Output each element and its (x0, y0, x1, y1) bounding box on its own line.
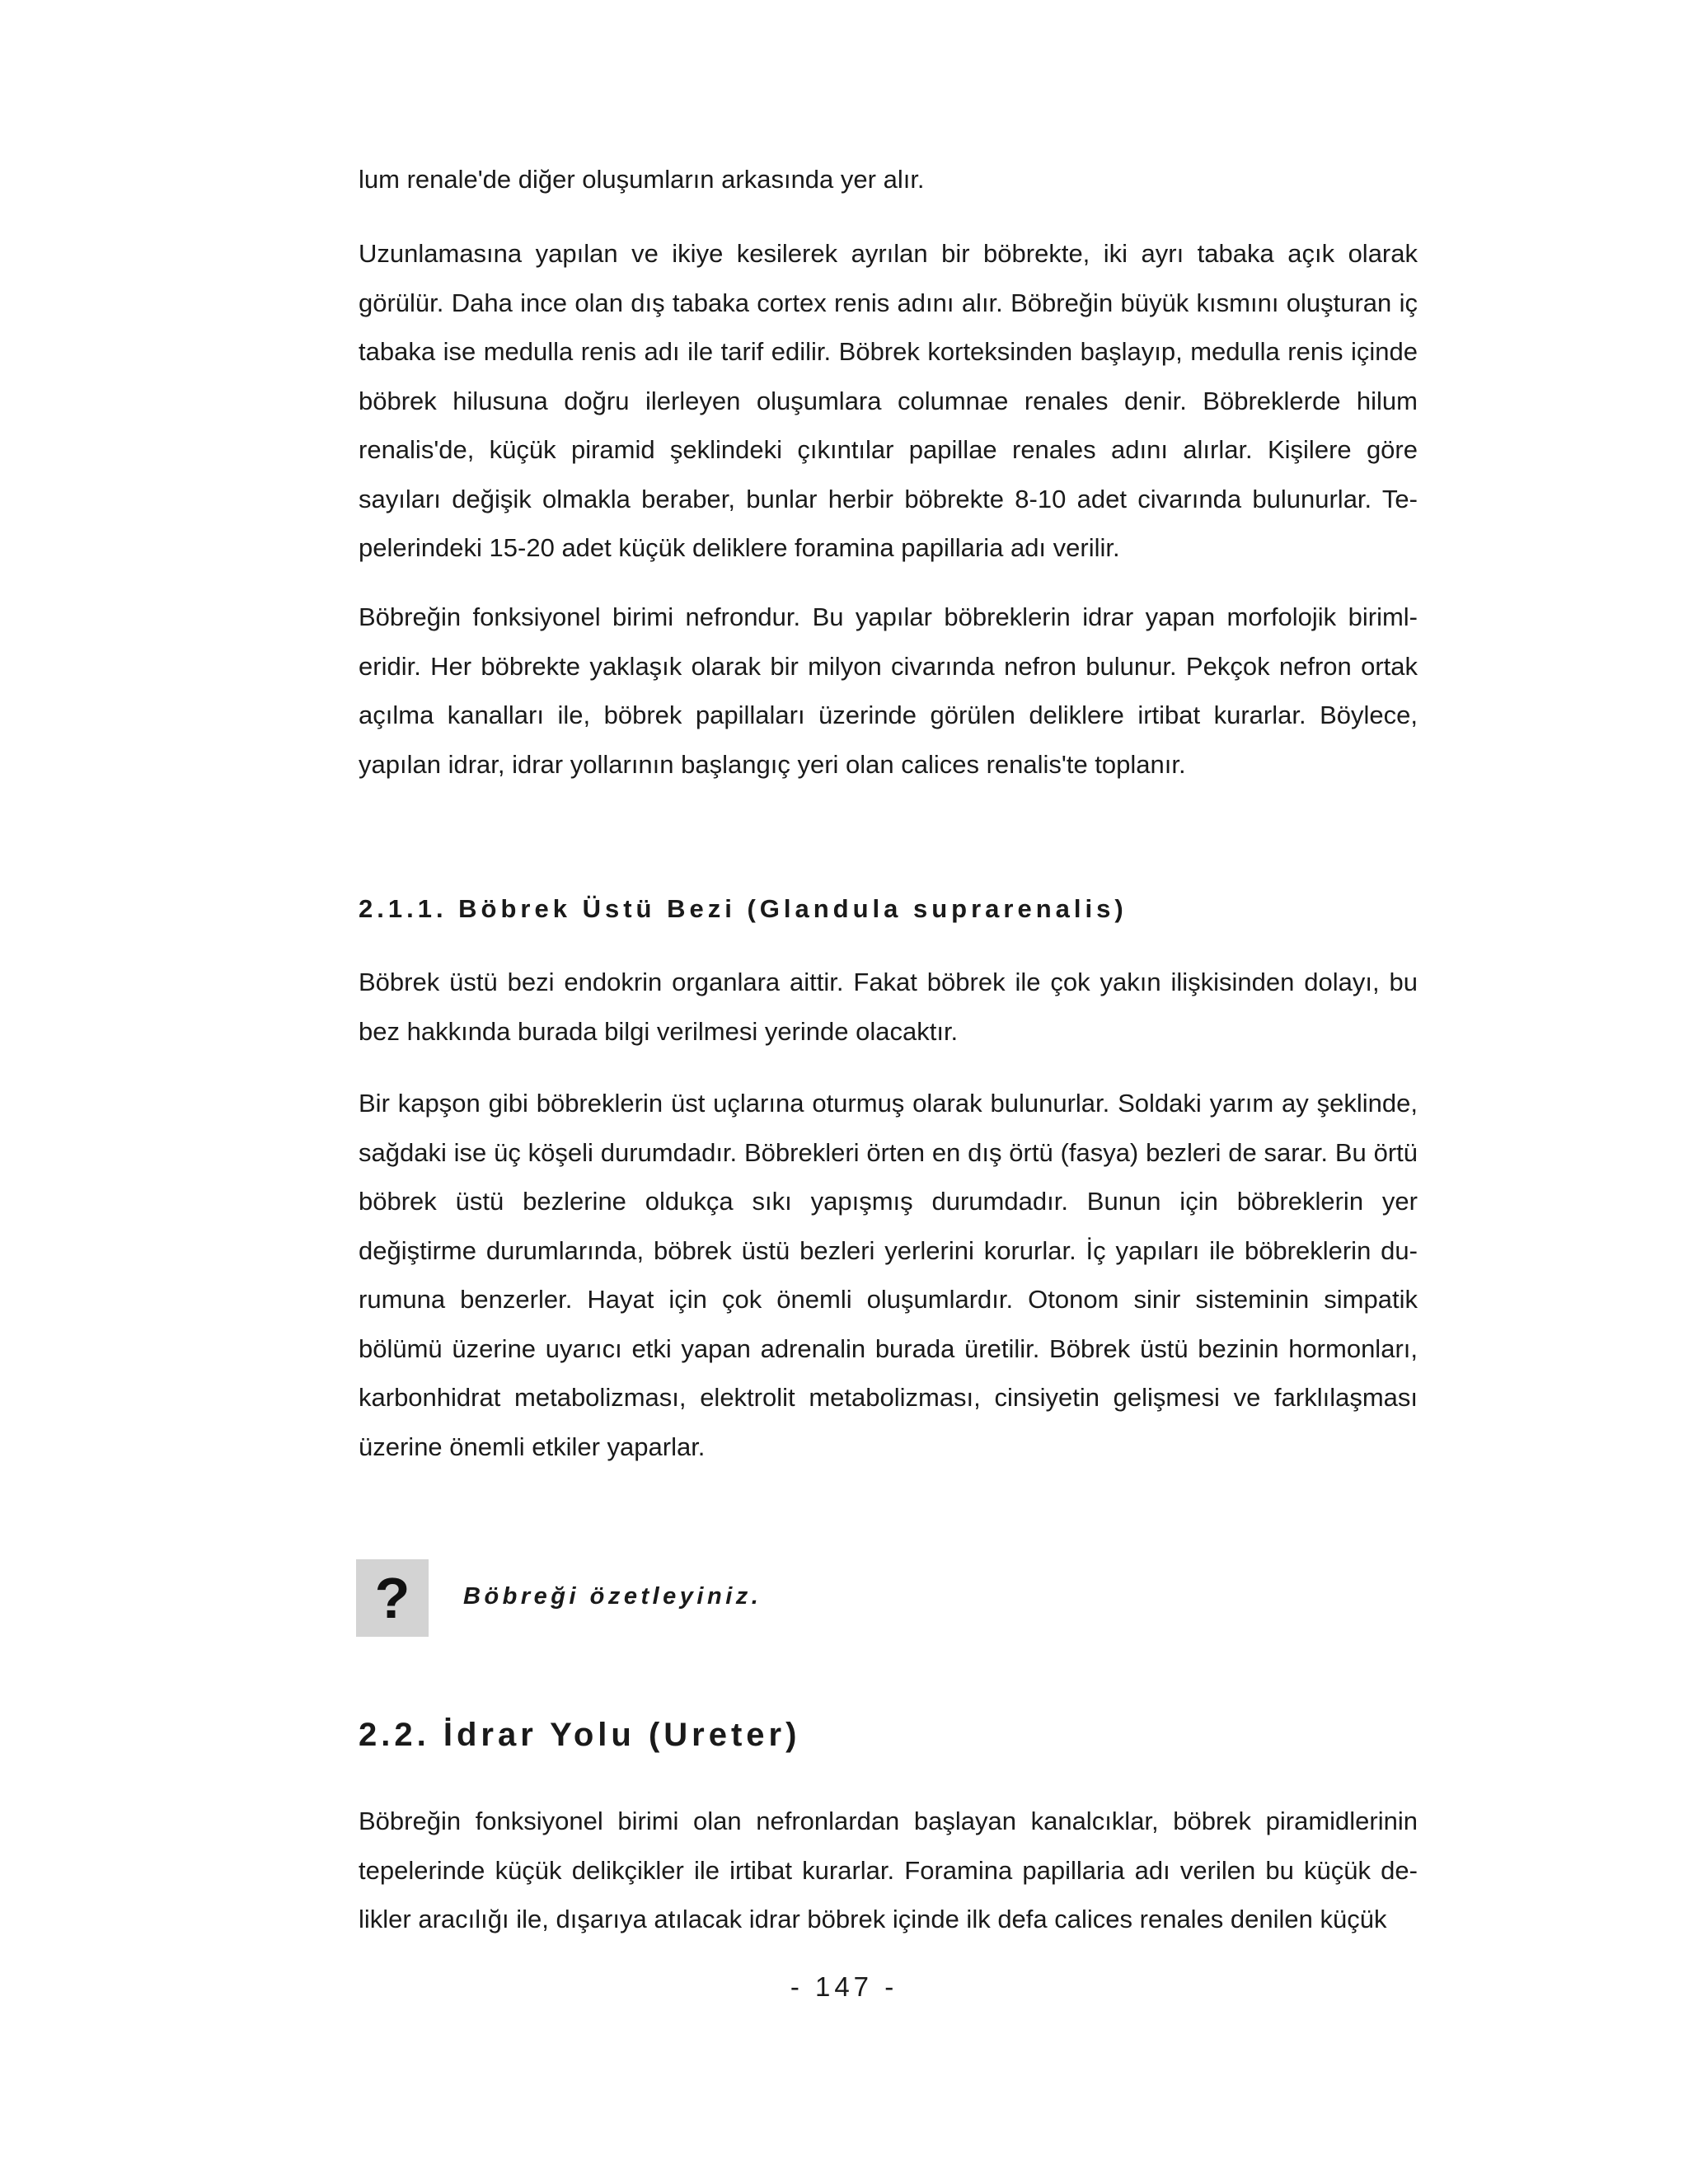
question-mark-icon: ? (374, 1566, 410, 1630)
paragraph-adrenal-intro: Böbrek üstü bezi endokrin organlara aittir. Fakat böbrek ile çok yakın ilişkisinden dolayı, bu bez hakkında burada bilgi verilmesi yerinde olacaktır. (359, 968, 1418, 1046)
question-text: Böbreği özetleyiniz. (463, 1583, 762, 1610)
paragraph-kidney-layers: Uzunlamasına yapılan ve ikiye kesilerek ayrılan bir böbrekte, iki ayrı tabaka açık olarak görülür. Daha ince olan dış tabaka cortex renis adını alır. Böbreğin büyük kısmını oluşturan iç tabaka ise medulla renis adı ile tarif edilir. Böbrek korteksinden başlayıp, medulla renis içinde böbrek hilusuna doğru ilerleyen oluşumlara columnae renales denir. Böbreklerde hilum renalis'de, küçük piramid şeklindeki çıkıntılar papillae renales adını alırlar. Kişilere göre sayıları değişik olmakla beraber, bunlar herbir böbrekte 8-10 adet civarında bulunurlar. Tepelerindeki 15-20 adet küçük deliklere foramina papillaria adı verilir. (359, 239, 1418, 562)
section-heading-adrenal-gland: 2.1.1. Böbrek Üstü Bezi (Glandula suprarenalis) (359, 894, 1128, 923)
page-number: - 147 - (790, 1971, 898, 2002)
paragraph-ureter: Böbreğin fonksiyonel birimi olan nefronlardan başlayan kanalcıklar, böbrek piramidlerinin tepelerinde küçük delikçikler ile irtibat kurarlar. Foramina papillaria adı verilen bu küçük delikler aracılığı ile, dışarıya atılacak idrar böbrek içinde ilk defa calices renales denilen küçük (359, 1807, 1418, 1933)
question-box (356, 1559, 429, 1637)
paragraph-adrenal-details: Bir kapşon gibi böbreklerin üst uçlarına oturmuş olarak bulunurlar. Soldaki yarım ay şeklinde, sağdaki ise üç köşeli durumdadır. Böbrekleri örten en dış örtü (fasya) bezleri de sarar. Bu örtü böbrek üstü bezlerine oldukça sıkı yapışmış durumdadır. Bunun için böbreklerin yer değiştirme durumlarında, böbrek üstü bezleri yerlerini korurlar. İç yapıları ile böbreklerin durumuna benzerler. Hayat için çok önemli oluşumlardır. Otonom sinir sisteminin simpatik bölümü üzerine uyarıcı etki yapan adrenalin burada üretilir. Böbrek üstü bezinin hormonları, karbonhidrat metabolizması, elektrolit metabolizması, cinsiyetin gelişmesi ve farklılaşması üzerine önemli etkiler yaparlar. (359, 1089, 1418, 1461)
chapter-heading-ureter: 2.2. İdrar Yolu (Ureter) (359, 1717, 801, 1753)
paragraph-continuation: lum renale'de diğer oluşumların arkasında yer alır. (359, 165, 925, 194)
paragraph-nephron: Böbreğin fonksiyonel birimi nefrondur. Bu yapılar böbreklerin idrar yapan morfolojik birimleridir. Her böbrekte yaklaşık olarak bir milyon civarında nefron bulunur. Pekçok nefron ortak açılma kanalları ile, böbrek papillaları üzerinde görülen deliklere irtibat kurarlar. Böylece, yapılan idrar, idrar yollarının başlangıç yeri olan calices renalis'te toplanır. (359, 602, 1418, 779)
